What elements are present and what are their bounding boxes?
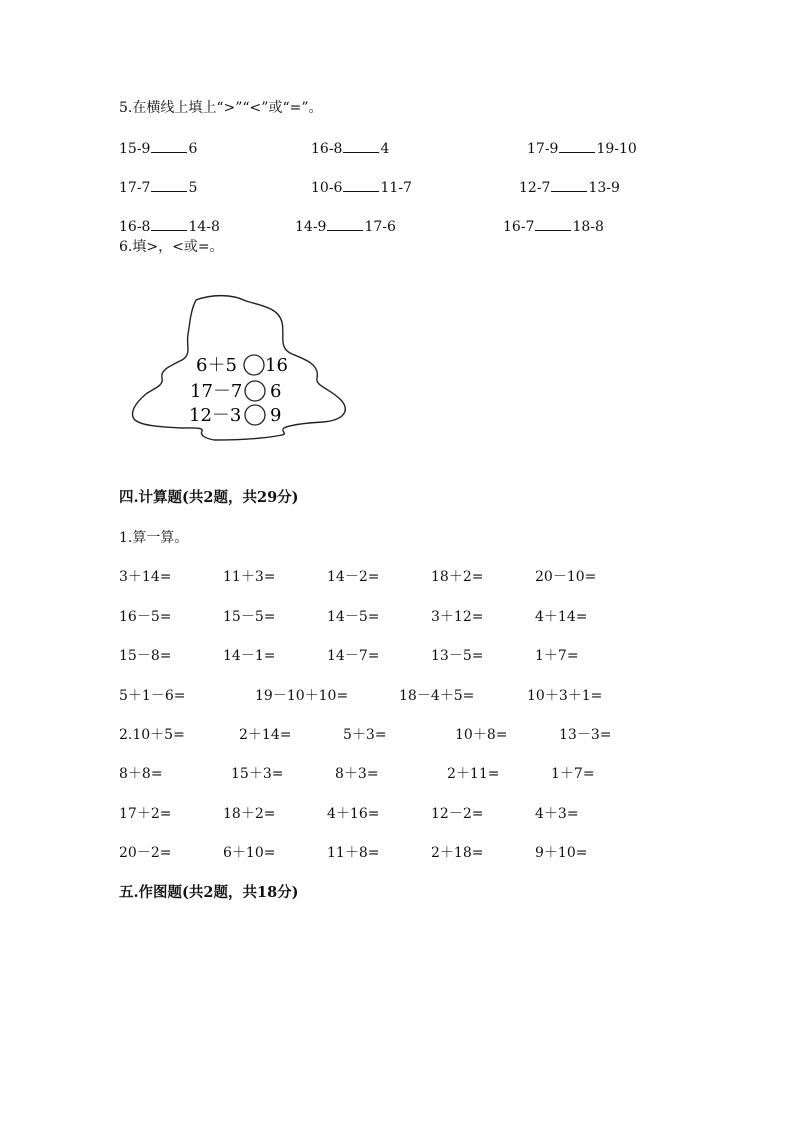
answer-blank[interactable] — [343, 178, 379, 192]
expression: 14－5= — [327, 609, 380, 625]
expression: 15＋3= — [231, 766, 284, 782]
q5-item: 14-9 17-6 — [295, 219, 396, 235]
section-5-title: 五.作图题(共2题，共18分) — [119, 884, 299, 901]
expression: 8＋8= — [119, 766, 163, 782]
expression: 15－5= — [223, 609, 276, 625]
tree-figure — [128, 292, 353, 442]
q5-item: 16-8 4 — [311, 141, 390, 157]
tree-left-1: 6＋5 — [196, 355, 237, 376]
expression: 5＋1－6= — [119, 688, 186, 704]
expression: 10＋8= — [455, 727, 508, 743]
expression: 12－2= — [431, 806, 484, 822]
expression: 17＋2= — [119, 806, 172, 822]
compare-circle[interactable] — [245, 405, 265, 425]
expression: 2.10＋5= — [119, 727, 185, 743]
expression: 20－10= — [535, 569, 597, 585]
expression: 18＋2= — [223, 806, 276, 822]
answer-blank[interactable] — [151, 217, 187, 231]
q5-item: 16-7 18-8 — [503, 219, 604, 235]
expression: 6＋10= — [223, 845, 276, 861]
answer-blank[interactable] — [559, 139, 595, 153]
expression: 14－2= — [327, 569, 380, 585]
compare-circle[interactable] — [245, 381, 265, 401]
q5-item: 17-9 19-10 — [527, 141, 637, 157]
expression: 20－2= — [119, 845, 172, 861]
answer-blank[interactable] — [551, 178, 587, 192]
expression: 11＋3= — [223, 569, 276, 585]
expression: 4＋16= — [327, 806, 380, 822]
expression: 10＋3＋1= — [527, 688, 603, 704]
q1-title: 1.算一算。 — [119, 530, 189, 546]
tree-left-2: 17－7 — [190, 381, 243, 402]
q5-item: 12-7 13-9 — [519, 180, 620, 196]
expression: 15－8= — [119, 648, 172, 664]
answer-blank[interactable] — [535, 217, 571, 231]
expression: 3＋12= — [431, 609, 484, 625]
expression: 2＋18= — [431, 845, 484, 861]
expression: 5＋3= — [343, 727, 387, 743]
answer-blank[interactable] — [151, 178, 187, 192]
answer-blank[interactable] — [343, 139, 379, 153]
section-4-title: 四.计算题(共2题，共29分) — [119, 489, 299, 506]
expression: 19－10＋10= — [255, 688, 349, 704]
answer-blank[interactable] — [151, 139, 187, 153]
expression: 2＋14= — [239, 727, 292, 743]
q5-item: 16-8 14-8 — [119, 219, 220, 235]
expression: 9＋10= — [535, 845, 588, 861]
expression: 11＋8= — [327, 845, 380, 861]
expression: 4＋14= — [535, 609, 588, 625]
q5-item: 17-7 5 — [119, 180, 198, 196]
expression: 1＋7= — [551, 766, 595, 782]
tree-right-3: 9 — [270, 405, 282, 426]
tree-left-3: 12－3 — [189, 405, 242, 426]
tree-right-2: 6 — [270, 381, 282, 402]
expression: 14－1= — [223, 648, 276, 664]
expression: 18－4＋5= — [399, 688, 475, 704]
answer-blank[interactable] — [327, 217, 363, 231]
tree-right-1: 16 — [265, 355, 288, 376]
expression: 2＋11= — [447, 766, 500, 782]
expression: 13－5= — [431, 648, 484, 664]
q5-item: 15-9 6 — [119, 141, 198, 157]
expression: 4＋3= — [535, 806, 579, 822]
expression: 18＋2= — [431, 569, 484, 585]
expression: 8＋3= — [335, 766, 379, 782]
expression: 16－5= — [119, 609, 172, 625]
q6-title: 6.填>，<或=。 — [119, 239, 224, 255]
q5-title: 5.在横线上填上“>”“<”或“=”。 — [119, 100, 323, 116]
expression: 13－3= — [559, 727, 612, 743]
expression: 3＋14= — [119, 569, 172, 585]
compare-circle[interactable] — [244, 355, 264, 375]
q5-item: 10-6 11-7 — [311, 180, 412, 196]
expression: 14－7= — [327, 648, 380, 664]
expression: 1＋7= — [535, 648, 579, 664]
